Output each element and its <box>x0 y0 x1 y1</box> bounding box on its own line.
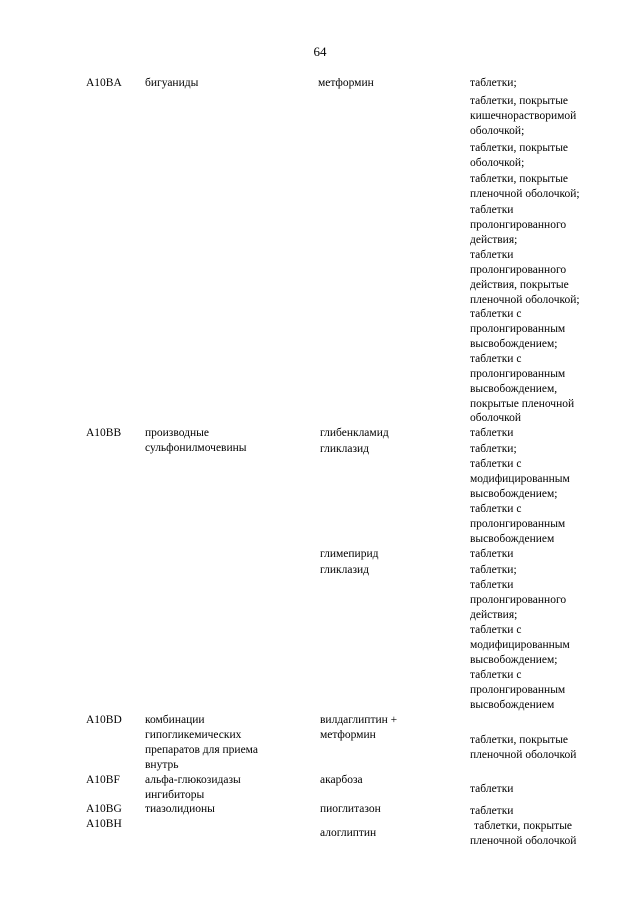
dosage-form-line: пролонгированным <box>470 684 566 696</box>
dosage-form-line: таблетки, покрытые <box>470 173 569 185</box>
dosage-form-line: кишечнорастворимой <box>470 110 577 122</box>
dosage-form-line: высвобождением; <box>470 654 558 666</box>
dosage-form-line: пролонгированным <box>470 518 566 530</box>
drug-name: глимепирид <box>320 548 379 560</box>
dosage-form-line: оболочкой <box>470 412 522 424</box>
dosage-form-line: пролонгированного <box>470 264 567 276</box>
dosage-form-line: действия; <box>470 234 518 246</box>
atc-code: A10BA <box>86 77 122 89</box>
group-name: комбинации <box>145 714 205 726</box>
dosage-form-line: высвобождением; <box>470 338 558 350</box>
dosage-form-line: высвобождением <box>470 533 555 545</box>
dosage-form-line: таблетки, покрытые <box>470 95 569 107</box>
dosage-form-line: таблетки с <box>470 308 522 320</box>
dosage-form-line: оболочкой; <box>470 125 525 137</box>
atc-code: A10BB <box>86 427 122 439</box>
dosage-form-line: таблетки, покрытые <box>474 820 573 832</box>
dosage-form-line: таблетки с <box>470 353 522 365</box>
dosage-form-line: таблетки; <box>470 564 517 576</box>
group-name: препаратов для приема <box>145 744 258 756</box>
dosage-form-line: пленочной оболочкой <box>470 835 577 847</box>
group-name: производные <box>145 427 209 439</box>
dosage-form-line: таблетки с <box>470 503 522 515</box>
dosage-form-line: таблетки, покрытые <box>470 142 569 154</box>
drug-name: гликлазид <box>320 443 370 455</box>
group-name: внутрь <box>145 759 179 771</box>
page-number: 64 <box>313 44 327 59</box>
atc-code: A10BH <box>86 818 122 830</box>
group-name: сульфонилмочевины <box>145 442 247 454</box>
dosage-form-line: пролонгированного <box>470 594 567 606</box>
drug-name: гликлазид <box>320 564 370 576</box>
dosage-form-line: модифицированным <box>470 639 570 651</box>
atc-code: A10BG <box>86 803 122 815</box>
dosage-form-line: таблетки <box>470 783 514 795</box>
dosage-form-line: таблетки <box>470 204 514 216</box>
dosage-form-line: оболочкой; <box>470 157 525 169</box>
dosage-form-line: таблетки с <box>470 458 522 470</box>
drug-name: метформин <box>320 729 376 741</box>
dosage-form-line: модифицированным <box>470 473 570 485</box>
dosage-form-line: таблетки, покрытые <box>470 734 569 746</box>
group-name: гипогликемических <box>145 729 242 741</box>
dosage-form-line: таблетки <box>470 427 514 439</box>
group-name: ингибиторы <box>145 789 205 801</box>
atc-code: A10BF <box>86 774 120 786</box>
dosage-form-line: пролонгированного <box>470 219 567 231</box>
dosage-form-line: высвобождением; <box>470 488 558 500</box>
dosage-form-line: таблетки <box>470 249 514 261</box>
dosage-form-line: действия; <box>470 609 518 621</box>
dosage-form-line: таблетки; <box>470 77 517 89</box>
dosage-form-line: высвобождением <box>470 699 555 711</box>
dosage-form-line: таблетки <box>470 548 514 560</box>
drug-name: алоглиптин <box>320 827 377 839</box>
dosage-form-line: высвобождением, <box>470 383 558 395</box>
dosage-form-line: покрытые пленочной <box>470 398 575 410</box>
group-name: альфа-глюкозидазы <box>145 774 241 786</box>
atc-code: A10BD <box>86 714 122 726</box>
dosage-form-line: таблетки <box>470 805 514 817</box>
dosage-form-line: пленочной оболочкой <box>470 749 577 761</box>
drug-name: глибенкламид <box>320 427 389 439</box>
dosage-form-line: действия, покрытые <box>470 279 569 291</box>
dosage-form-line: таблетки с <box>470 669 522 681</box>
dosage-form-line: пролонгированным <box>470 323 566 335</box>
group-name: бигуаниды <box>145 77 199 89</box>
drug-name: метформин <box>318 77 374 89</box>
drug-name: вилдаглиптин + <box>320 714 398 726</box>
dosage-form-line: пленочной оболочкой; <box>470 188 580 200</box>
drug-name: акарбоза <box>320 774 363 786</box>
drug-name: пиоглитазон <box>320 803 381 815</box>
dosage-form-line: пленочной оболочкой; <box>470 294 580 306</box>
dosage-form-line: таблетки <box>470 579 514 591</box>
dosage-form-line: таблетки; <box>470 443 517 455</box>
group-name: тиазолидионы <box>145 803 215 815</box>
dosage-form-line: пролонгированным <box>470 368 566 380</box>
dosage-form-line: таблетки с <box>470 624 522 636</box>
